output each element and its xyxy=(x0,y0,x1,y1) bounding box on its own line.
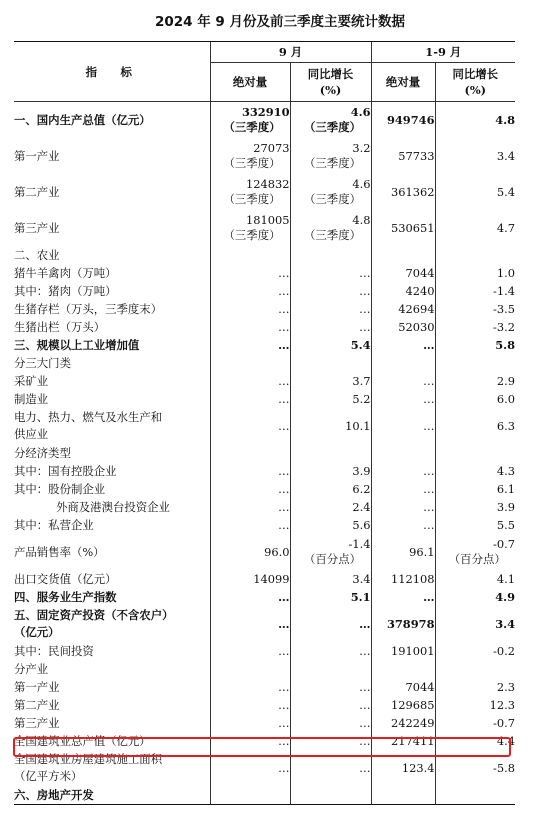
sep-yoy-value: … xyxy=(290,318,371,336)
ytd-yoy-value xyxy=(435,786,515,805)
row-label: 猪牛羊禽肉（万吨） xyxy=(14,266,117,280)
ytd-yoy-value: 4.8 xyxy=(435,102,515,139)
sep-absolute-value: … xyxy=(210,282,290,300)
row-label: 第三产业 xyxy=(14,221,60,235)
table-row xyxy=(14,372,515,390)
row-label: 其中：股份制企业 xyxy=(14,482,106,496)
ytd-yoy-value: 6.3 xyxy=(435,408,515,444)
ytd-absolute-value: 217411 xyxy=(371,732,435,750)
table-row xyxy=(14,480,515,498)
sep-yoy-value: … xyxy=(290,732,371,750)
sep-absolute-value: 14099 xyxy=(210,570,290,588)
sep-yoy-value: … xyxy=(290,606,371,642)
sep-yoy-value: 4.8 （三季度） xyxy=(290,210,371,246)
sep-yoy-value: 5.2 xyxy=(290,390,371,408)
sep-absolute-value: 181005 （三季度） xyxy=(210,210,290,246)
ytd-absolute-value: … xyxy=(371,408,435,444)
sep-absolute-value: … xyxy=(210,606,290,642)
sep-absolute-value: … xyxy=(210,750,290,786)
table-row xyxy=(14,318,515,336)
ytd-yoy-value xyxy=(435,246,515,264)
table-row xyxy=(14,642,515,660)
sep-yoy-value: -1.4 （百分点） xyxy=(290,534,371,570)
table-row xyxy=(14,786,515,805)
ytd-absolute-value: 123.4 xyxy=(371,750,435,786)
sep-yoy-value: … xyxy=(290,678,371,696)
sep-yoy-header: 同比增长 (%) xyxy=(290,63,371,102)
table-row xyxy=(14,246,515,264)
table-row xyxy=(14,516,515,534)
table-row xyxy=(14,336,515,354)
ytd-yoy-value: -0.2 xyxy=(435,642,515,660)
ytd-yoy-value: 6.0 xyxy=(435,390,515,408)
table-body xyxy=(14,102,515,805)
ytd-absolute-value: 7044 xyxy=(371,678,435,696)
ytd-absolute-value xyxy=(371,444,435,462)
sep-absolute-value: 124832 （三季度） xyxy=(210,174,290,210)
ytd-yoy-value: 2.3 xyxy=(435,678,515,696)
ytd-yoy-value xyxy=(435,354,515,372)
ytd-absolute-value: 42694 xyxy=(371,300,435,318)
row-label: 分经济类型 xyxy=(14,446,71,460)
table-header xyxy=(14,42,515,102)
table-row xyxy=(14,102,515,139)
sep-absolute-value: … xyxy=(210,372,290,390)
ytd-absolute-value xyxy=(371,660,435,678)
sep-yoy-value: 5.4 xyxy=(290,336,371,354)
ytd-absolute-value: 52030 xyxy=(371,318,435,336)
table-row xyxy=(14,354,515,372)
table-row xyxy=(14,660,515,678)
row-label: 采矿业 xyxy=(14,374,49,388)
table-row xyxy=(14,696,515,714)
sep-yoy-value xyxy=(290,786,371,805)
ytd-yoy-value: -1.4 xyxy=(435,282,515,300)
table-row xyxy=(14,570,515,588)
ytd-absolute-value: 242249 xyxy=(371,714,435,732)
row-label: 五、固定资产投资（不含农户） （亿元） xyxy=(14,608,174,639)
row-label: 四、服务业生产指数 xyxy=(14,590,117,604)
table-row xyxy=(14,606,515,642)
ytd-absolute-value: 7044 xyxy=(371,264,435,282)
ytd-absolute-value: … xyxy=(371,372,435,390)
sep-absolute-value: 96.0 xyxy=(210,534,290,570)
row-label: 其中：国有控股企业 xyxy=(14,464,117,478)
sep-absolute-value: … xyxy=(210,732,290,750)
row-label: 生猪出栏（万头） xyxy=(14,320,106,334)
ytd-yoy-value: 4.1 xyxy=(435,570,515,588)
sep-absolute-value: … xyxy=(210,678,290,696)
ytd-absolute-value: 96.1 xyxy=(371,534,435,570)
table-row xyxy=(14,714,515,732)
ytd-yoy-value: 2.9 xyxy=(435,372,515,390)
row-label: 出口交货值（亿元） xyxy=(14,572,117,586)
sep-yoy-value xyxy=(290,660,371,678)
sep-yoy-value xyxy=(290,354,371,372)
sep-yoy-value: … xyxy=(290,282,371,300)
sep-absolute-value: … xyxy=(210,462,290,480)
row-label: 其中：猪肉（万吨） xyxy=(14,284,117,298)
ytd-yoy-value: 4.3 xyxy=(435,462,515,480)
ytd-absolute-value xyxy=(371,246,435,264)
ytd-absolute-value: … xyxy=(371,498,435,516)
page-title: 2024 年 9 月份及前三季度主要统计数据 xyxy=(154,14,406,30)
ytd-yoy-value: 12.3 xyxy=(435,696,515,714)
row-label: 分三大门类 xyxy=(14,356,71,370)
ytd-absolute-value: 129685 xyxy=(371,696,435,714)
indicator-header: 指 标 xyxy=(14,42,210,102)
ytd-absolute-value: 949746 xyxy=(371,102,435,139)
ytd-absolute-value: … xyxy=(371,588,435,606)
sep-absolute-value: … xyxy=(210,264,290,282)
table-row xyxy=(14,390,515,408)
ytd-absolute-value: 57733 xyxy=(371,138,435,174)
sep-yoy-value xyxy=(290,246,371,264)
sep-absolute-value: … xyxy=(210,642,290,660)
sep-yoy-value xyxy=(290,444,371,462)
row-label: 三、规模以上工业增加值 xyxy=(14,338,140,352)
ytd-yoy-header: 同比增长 (%) xyxy=(435,63,515,102)
row-label: 第二产业 xyxy=(14,185,60,199)
ytd-yoy-value: -5.8 xyxy=(435,750,515,786)
table-row xyxy=(14,210,515,246)
table-row xyxy=(14,282,515,300)
ytd-yoy-value: 3.4 xyxy=(435,138,515,174)
ytd-absolute-value xyxy=(371,786,435,805)
sep-absolute-value xyxy=(210,354,290,372)
row-label: 制造业 xyxy=(14,392,49,406)
table-row xyxy=(14,408,515,444)
sep-yoy-value: 5.1 xyxy=(290,588,371,606)
sep-absolute-value: … xyxy=(210,318,290,336)
sep-yoy-value: … xyxy=(290,642,371,660)
sep-absolute-value xyxy=(210,444,290,462)
ytd-yoy-value: 1.0 xyxy=(435,264,515,282)
row-label: 全国建筑业总产值（亿元） xyxy=(14,734,151,748)
sep-absolute-value: … xyxy=(210,714,290,732)
sep-absolute-value: … xyxy=(210,588,290,606)
ytd-yoy-value: 3.4 xyxy=(435,606,515,642)
table-row xyxy=(14,498,515,516)
row-label: 六、房地产开发 xyxy=(14,786,210,805)
ytd-yoy-value: -3.5 xyxy=(435,300,515,318)
row-label: 第三产业 xyxy=(14,716,60,730)
row-label: 第一产业 xyxy=(14,680,60,694)
sep-absolute-value: … xyxy=(210,480,290,498)
sep-absolute-header: 绝对量 xyxy=(210,63,290,102)
sep-absolute-value xyxy=(210,660,290,678)
sep-yoy-value: 4.6 （三季度） xyxy=(290,102,371,139)
table-row xyxy=(14,588,515,606)
ytd-yoy-value: 3.9 xyxy=(435,498,515,516)
sep-yoy-value: 3.4 xyxy=(290,570,371,588)
ytd-absolute-value: … xyxy=(371,336,435,354)
sep-yoy-value: … xyxy=(290,264,371,282)
ytd-yoy-value: 4.7 xyxy=(435,210,515,246)
ytd-header: 1-9 月 xyxy=(371,42,515,63)
row-label: 二、农业 xyxy=(14,248,60,262)
ytd-absolute-value: 530651 xyxy=(371,210,435,246)
ytd-absolute-value: … xyxy=(371,480,435,498)
sep-absolute-value: … xyxy=(210,408,290,444)
ytd-yoy-value: 4.4 xyxy=(435,732,515,750)
ytd-absolute-value: … xyxy=(371,462,435,480)
sep-yoy-value: 3.7 xyxy=(290,372,371,390)
ytd-absolute-value: 378978 xyxy=(371,606,435,642)
row-label: 第一产业 xyxy=(14,149,60,163)
ytd-absolute-value: … xyxy=(371,516,435,534)
ytd-absolute-value: 361362 xyxy=(371,174,435,210)
row-label: 第二产业 xyxy=(14,698,60,712)
sep-absolute-value: … xyxy=(210,390,290,408)
ytd-absolute-value: 4240 xyxy=(371,282,435,300)
ytd-absolute-value: 191001 xyxy=(371,642,435,660)
ytd-yoy-value: 5.5 xyxy=(435,516,515,534)
row-label: 产品销售率（%） xyxy=(14,545,105,559)
row-label: 全国建筑业房屋建筑施工面积 （亿平方米） xyxy=(14,752,163,783)
sep-absolute-value: … xyxy=(210,336,290,354)
ytd-yoy-value xyxy=(435,660,515,678)
sep-yoy-value: 10.1 xyxy=(290,408,371,444)
table-row xyxy=(14,534,515,570)
sep-absolute-value xyxy=(210,786,290,805)
row-label: 外商及港澳台投资企业 xyxy=(56,500,170,514)
row-label: 电力、热力、燃气及水生产和 供应业 xyxy=(14,410,163,441)
row-label: 分产业 xyxy=(14,662,49,676)
sep-absolute-value: 27073 （三季度） xyxy=(210,138,290,174)
ytd-yoy-value: 4.9 xyxy=(435,588,515,606)
table-row xyxy=(14,462,515,480)
ytd-absolute-value: … xyxy=(371,390,435,408)
ytd-yoy-value: -0.7 （百分点） xyxy=(435,534,515,570)
row-label: 生猪存栏（万头，三季度末） xyxy=(14,302,163,316)
sep-absolute-value: … xyxy=(210,696,290,714)
sep-absolute-value xyxy=(210,246,290,264)
sep-absolute-value: 332910 （三季度） xyxy=(210,102,290,139)
sep-yoy-value: 6.2 xyxy=(290,480,371,498)
sep-absolute-value: … xyxy=(210,516,290,534)
ytd-yoy-value: -3.2 xyxy=(435,318,515,336)
ytd-yoy-value xyxy=(435,444,515,462)
table-row xyxy=(14,264,515,282)
statistics-table xyxy=(14,41,515,805)
row-label: 其中：民间投资 xyxy=(14,644,94,658)
sep-yoy-value: 3.9 xyxy=(290,462,371,480)
sep-yoy-value: 3.2 （三季度） xyxy=(290,138,371,174)
ytd-absolute-value: 112108 xyxy=(371,570,435,588)
sep-absolute-value: … xyxy=(210,498,290,516)
table-row xyxy=(14,138,515,174)
sep-yoy-value: … xyxy=(290,750,371,786)
ytd-yoy-value: 6.1 xyxy=(435,480,515,498)
september-header: 9 月 xyxy=(210,42,371,63)
ytd-yoy-value: -0.7 xyxy=(435,714,515,732)
sep-yoy-value: 5.6 xyxy=(290,516,371,534)
sep-yoy-value: … xyxy=(290,714,371,732)
sep-absolute-value: … xyxy=(210,300,290,318)
row-label: 一、国内生产总值（亿元） xyxy=(14,113,151,127)
ytd-absolute-value xyxy=(371,354,435,372)
sep-yoy-value: 2.4 xyxy=(290,498,371,516)
highlight-box xyxy=(13,737,511,757)
table-row xyxy=(14,174,515,210)
sep-yoy-value: … xyxy=(290,300,371,318)
ytd-yoy-value: 5.8 xyxy=(435,336,515,354)
row-label: 其中：私营企业 xyxy=(14,518,94,532)
ytd-yoy-value: 5.4 xyxy=(435,174,515,210)
sep-yoy-value: … xyxy=(290,696,371,714)
ytd-absolute-header: 绝对量 xyxy=(371,63,435,102)
sep-yoy-value: 4.6 （三季度） xyxy=(290,174,371,210)
table-row xyxy=(14,444,515,462)
table-row xyxy=(14,300,515,318)
table-row xyxy=(14,678,515,696)
